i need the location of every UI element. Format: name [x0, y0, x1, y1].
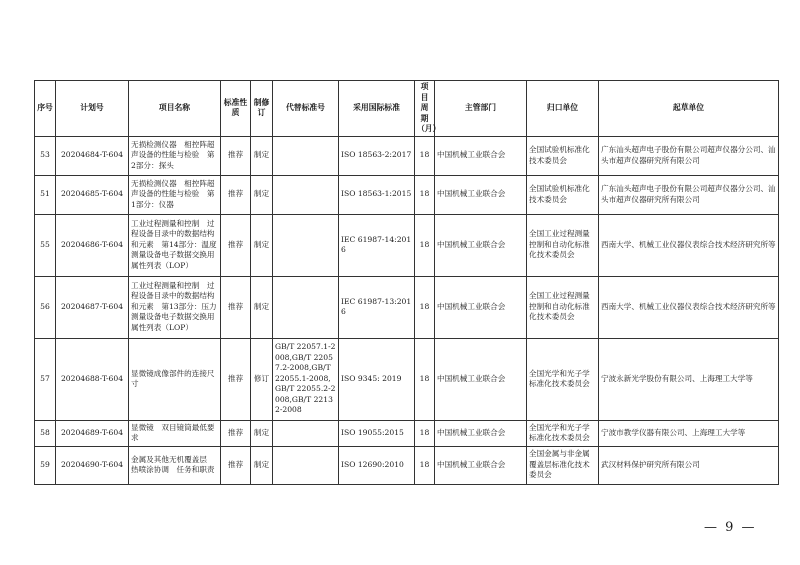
cell-revision: 制定	[251, 276, 273, 338]
table-row	[35, 446, 779, 484]
cell-dept: 中国机械工业联合会	[435, 338, 527, 420]
table-row	[35, 175, 779, 214]
cell-replaced-std	[273, 136, 339, 175]
cell-replaced-std	[273, 175, 339, 214]
cell-drafter: 西南大学、机械工业仪器仪表综合技术经济研究所等	[599, 214, 779, 276]
cell-drafter: 宁波永新光学股份有限公司、上海理工大学等	[599, 338, 779, 420]
header-project-name: 项目名称	[129, 81, 221, 137]
cell-drafter: 广东汕头超声电子股份有限公司超声仪器分公司、汕头市超声仪器研究所有限公司	[599, 136, 779, 175]
cell-period: 18	[415, 136, 435, 175]
cell-tc: 全国光学和光子学标准化技术委员会	[527, 338, 599, 420]
cell-seq: 53	[35, 136, 56, 175]
cell-intl-std: ISO 18563-2:2017	[339, 136, 415, 175]
table-row	[35, 338, 779, 420]
table-row	[35, 214, 779, 276]
header-seq: 序号	[35, 81, 56, 137]
cell-project-name: 金属及其他无机覆盖层 热喷涂协调 任务和职责	[129, 446, 221, 484]
cell-tc: 全国试验机标准化技术委员会	[527, 136, 599, 175]
cell-period: 18	[415, 420, 435, 446]
header-plan-no: 计划号	[56, 81, 129, 137]
cell-intl-std: IEC 61987-14:2016	[339, 214, 415, 276]
cell-seq: 58	[35, 420, 56, 446]
cell-dept: 中国机械工业联合会	[435, 446, 527, 484]
cell-drafter: 西南大学、机械工业仪器仪表综合技术经济研究所等	[599, 276, 779, 338]
table-header-row	[35, 81, 779, 137]
cell-plan-no: 20204686-T-604	[56, 214, 129, 276]
cell-intl-std: ISO 18563-1:2015	[339, 175, 415, 214]
header-dept: 主管部门	[435, 81, 527, 137]
cell-revision: 制定	[251, 446, 273, 484]
cell-tc: 全国金属与非金属覆盖层标准化技术委员会	[527, 446, 599, 484]
cell-period: 18	[415, 446, 435, 484]
cell-nature: 推荐	[221, 338, 251, 420]
table-row	[35, 136, 779, 175]
cell-nature: 推荐	[221, 175, 251, 214]
cell-seq: 56	[35, 276, 56, 338]
cell-dept: 中国机械工业联合会	[435, 214, 527, 276]
cell-plan-no: 20204684-T-604	[56, 136, 129, 175]
cell-nature: 推荐	[221, 214, 251, 276]
cell-seq: 55	[35, 214, 56, 276]
header-tc: 归口单位	[527, 81, 599, 137]
page-number: — 9 —	[704, 520, 757, 535]
cell-tc: 全国工业过程测量控制和自动化标准化技术委员会	[527, 214, 599, 276]
cell-plan-no: 20204685-T-604	[56, 175, 129, 214]
table-row	[35, 276, 779, 338]
cell-plan-no: 20204689-T-604	[56, 420, 129, 446]
cell-plan-no: 20204690-T-604	[56, 446, 129, 484]
cell-dept: 中国机械工业联合会	[435, 175, 527, 214]
cell-dept: 中国机械工业联合会	[435, 276, 527, 338]
cell-dept: 中国机械工业联合会	[435, 136, 527, 175]
cell-revision: 制定	[251, 214, 273, 276]
cell-seq: 51	[35, 175, 56, 214]
standards-table	[34, 80, 779, 485]
cell-tc: 全国试验机标准化技术委员会	[527, 175, 599, 214]
header-nature: 标准性质	[221, 81, 251, 137]
cell-intl-std: ISO 9345: 2019	[339, 338, 415, 420]
cell-project-name: 显微镜 双目镜筒最低要求	[129, 420, 221, 446]
table-body	[35, 136, 779, 484]
cell-seq: 57	[35, 338, 56, 420]
cell-dept: 中国机械工业联合会	[435, 420, 527, 446]
cell-project-name: 工业过程测量和控制 过程设备目录中的数据结构和元素 第14部分：温度测量设备电子数据交换用属性列表（LOP）	[129, 214, 221, 276]
header-revision: 制修订	[251, 81, 273, 137]
cell-plan-no: 20204688-T-604	[56, 338, 129, 420]
header-intl-std: 采用国际标准	[339, 81, 415, 137]
cell-period: 18	[415, 276, 435, 338]
cell-replaced-std	[273, 276, 339, 338]
cell-nature: 推荐	[221, 420, 251, 446]
header-drafter: 起草单位	[599, 81, 779, 137]
cell-revision: 制定	[251, 136, 273, 175]
cell-period: 18	[415, 175, 435, 214]
cell-project-name: 无损检测仪器 相控阵超声设备的性能与检验 第2部分：探头	[129, 136, 221, 175]
cell-project-name: 工业过程测量和控制 过程设备目录中的数据结构和元素 第13部分：压力测量设备电子数据交换用属性列表（LOP）	[129, 276, 221, 338]
cell-intl-std: IEC 61987-13:2016	[339, 276, 415, 338]
cell-project-name: 显微镜成像部件的连接尺寸	[129, 338, 221, 420]
cell-drafter: 宁波市教学仪器有限公司、上海理工大学等	[599, 420, 779, 446]
cell-drafter: 广东汕头超声电子股份有限公司超声仪器分公司、汕头市超声仪器研究所有限公司	[599, 175, 779, 214]
cell-revision: 制定	[251, 420, 273, 446]
cell-replaced-std	[273, 214, 339, 276]
cell-tc: 全国光学和光子学标准化技术委员会	[527, 420, 599, 446]
cell-seq: 59	[35, 446, 56, 484]
cell-intl-std: ISO 12690:2010	[339, 446, 415, 484]
cell-period: 18	[415, 338, 435, 420]
cell-project-name: 无损检测仪器 相控阵超声设备的性能与检验 第1部分：仪器	[129, 175, 221, 214]
cell-plan-no: 20204687-T-604	[56, 276, 129, 338]
cell-tc: 全国工业过程测量控制和自动化标准化技术委员会	[527, 276, 599, 338]
cell-nature: 推荐	[221, 136, 251, 175]
cell-intl-std: ISO 19055:2015	[339, 420, 415, 446]
cell-drafter: 武汉材料保护研究所有限公司	[599, 446, 779, 484]
table-row	[35, 420, 779, 446]
cell-revision: 修订	[251, 338, 273, 420]
cell-nature: 推荐	[221, 276, 251, 338]
cell-revision: 制定	[251, 175, 273, 214]
header-replaced-std: 代替标准号	[273, 81, 339, 137]
cell-period: 18	[415, 214, 435, 276]
cell-replaced-std	[273, 420, 339, 446]
header-period: 项目周期（月）	[415, 81, 435, 137]
cell-replaced-std: GB/T 22057.1-2008,GB/T 22057.2-2008,GB/T 22055.1-2008,GB/T 22055.2-2008,GB/T 22132-2008	[273, 338, 339, 420]
cell-nature: 推荐	[221, 446, 251, 484]
cell-replaced-std	[273, 446, 339, 484]
